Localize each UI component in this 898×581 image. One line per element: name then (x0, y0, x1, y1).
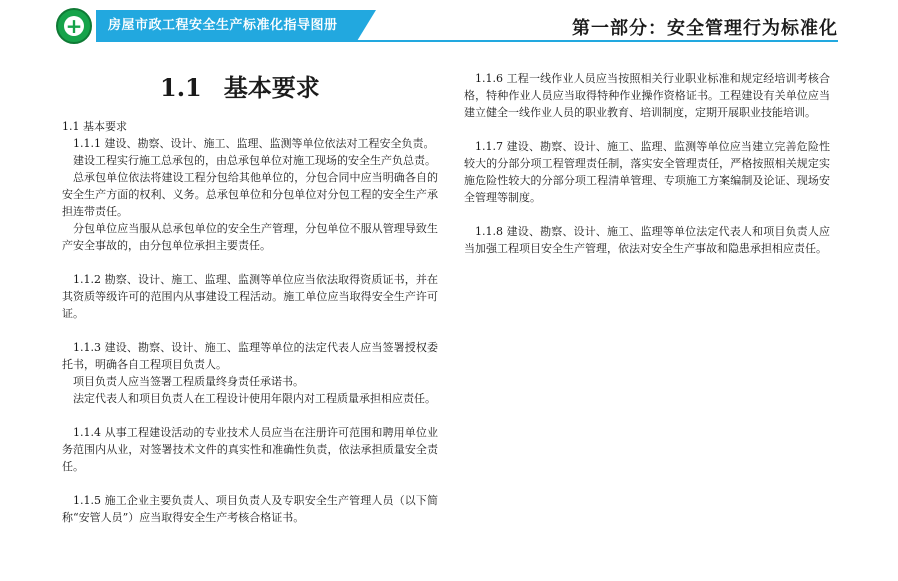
clause-1-1-3: 1.1.3 建设、勘察、设计、施工、监理等单位的法定代表人应当签署授权委托书，明确各自工程项目负责人。 (62, 341, 438, 371)
title-text: 基本要求 (223, 73, 320, 102)
clause-1-1-3-para-2: 项目负责人应当签署工程质量终身责任承诺书。 (73, 375, 304, 388)
clause-1-1-1-para-2: 建设工程实行施工总承包的，由总承包单位对施工现场的安全生产负总责。 (73, 154, 436, 167)
clause-1-1-3-para-3: 法定代表人和项目负责人在工程设计使用年限内对工程质量承担相应责任。 (73, 392, 436, 405)
clause-1-1-1-para-4: 分包单位应当服从总承包单位的安全生产管理，分包单位不服从管理导致生产安全事故的，由分包单位承担主要责任。 (62, 222, 438, 252)
clause-1-1-1: 1.1.1 建设、勘察、设计、施工、监理、监测等单位依法对工程安全负责。 (73, 137, 435, 150)
clause-1-1-1-para-3: 总承包单位依法将建设工程分包给其他单位的，分包合同中应当明确各自的安全生产方面的权利、义务。总承包单位和分包单位对分包工程的安全生产承担连带责任。 (62, 171, 438, 218)
page-title (160, 68, 320, 103)
clause-1-1-5: 1.1.5 施工企业主要负责人、项目负责人及专职安全生产管理人员（以下简称“安管人员”）应当取得安全生产考核合格证书。 (62, 494, 438, 524)
subsection-label: 1.1 基本要求 (62, 120, 127, 133)
clause-1-1-4: 1.1.4 从事工程建设活动的专业技术人员应当在注册许可范围和聘用单位业务范围内从业，对签署技术文件的真实性和准确性负责，依法承担质量安全责任。 (62, 426, 438, 473)
book-title: 房屋市政工程安全生产标准化指导图册 (108, 18, 338, 33)
header-rule (348, 40, 838, 42)
page-header (0, 0, 898, 52)
clause-1-1-2: 1.1.2 勘察、设计、施工、监理、监测等单位应当依法取得资质证书，并在其资质等级许可的范围内从事建设工程活动。施工单位应当取得安全生产许可证。 (62, 273, 438, 320)
safety-cross-logo-icon (56, 8, 92, 44)
title-number: 1.1 (160, 73, 202, 102)
clause-1-1-8: 1.1.8 建设、勘察、设计、施工、监理等单位法定代表人和项目负责人应当加强工程项目安全生产管理，依法对安全生产事故和隐患承担相应责任。 (464, 225, 830, 255)
section-title: 第一部分：安全管理行为标准化 (572, 18, 838, 39)
clause-1-1-6: 1.1.6 工程一线作业人员应当按照相关行业职业标准和规定经培训考核合格，特种作业人员应当取得特种作业操作资格证书。工程建设有关单位应当建立健全一线作业人员的职业教育、培训制度，定期开展职业技能培训。 (464, 72, 830, 119)
left-column (62, 118, 438, 526)
clause-1-1-7: 1.1.7 建设、勘察、设计、施工、监理、监测等单位应当建立完善危险性较大的分部分项工程管理责任制，落实安全管理责任，严格按照相关规定实施危险性较大的分部分项工程清单管理、专项施工方案编制及论证、现场安全管理等制度。 (464, 140, 830, 204)
right-column (464, 70, 830, 257)
